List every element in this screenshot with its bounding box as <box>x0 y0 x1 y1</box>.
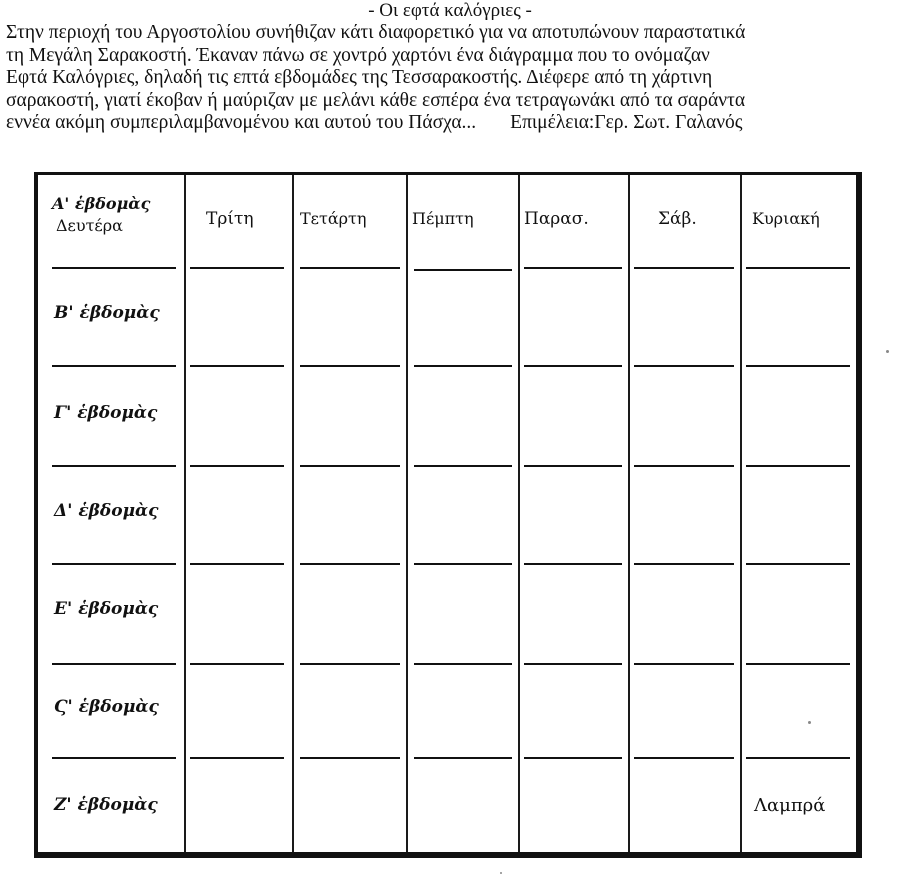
day-header-saturday: Σάβ. <box>658 209 697 229</box>
scan-speck <box>808 721 811 724</box>
row-divider <box>524 663 622 665</box>
row-divider <box>300 757 400 759</box>
column-divider <box>292 175 294 852</box>
column-divider <box>184 175 186 852</box>
row-divider <box>524 267 622 269</box>
first-week-header-cell <box>52 193 150 237</box>
row-divider <box>634 267 734 269</box>
intro-line: Εφτά Καλόγριες, δηλαδή τις επτά εβδομάδες της Τεσσαρακοστής. Διέφερε από τη χάρτινη <box>6 67 713 88</box>
scan-speck <box>500 872 502 874</box>
row-divider <box>746 365 850 367</box>
row-divider <box>190 757 284 759</box>
row-divider <box>190 563 284 565</box>
week-label-5: Ε' ἑβδομὰς <box>54 599 159 619</box>
intro-line: σαρακοστή, γιατί έκοβαν ή μαύριζαν με μελάνι κάθε εσπέρα ένα τετραγωνάκι από τα σαράντα <box>6 89 746 111</box>
week-label-3: Γ' ἑβδομὰς <box>54 403 158 423</box>
day-header-wednesday: Τετάρτη <box>300 209 367 228</box>
row-divider <box>746 663 850 665</box>
row-divider <box>746 757 850 759</box>
lent-calendar-grid <box>34 172 862 858</box>
row-divider <box>414 365 512 367</box>
scan-speck <box>886 350 889 353</box>
row-divider <box>300 663 400 665</box>
row-divider <box>190 465 284 467</box>
row-divider <box>634 563 734 565</box>
row-divider <box>524 757 622 759</box>
row-divider <box>414 663 512 665</box>
intro-line: Στην περιοχή του Αργοστολίου συνήθιζαν κάτι διαφορετικό για να αποτυπώνουν παραστατικά <box>6 22 746 43</box>
row-divider <box>524 465 622 467</box>
row-divider <box>52 663 176 665</box>
easter-label: Λαμπρά <box>754 795 826 816</box>
column-divider <box>518 175 520 852</box>
row-divider <box>52 267 176 269</box>
row-divider <box>524 365 622 367</box>
row-divider <box>300 365 400 367</box>
intro-line-text: εννέα ακόμη συμπεριλαμβανομένου και αυτού του Πάσχα... <box>6 112 477 133</box>
week-label-4: Δ' ἑβδομὰς <box>54 501 159 521</box>
day-header-friday: Παρασ. <box>524 209 589 229</box>
intro-line: τη Μεγάλη Σαρακοστή. Έκαναν πάνω σε χοντρό χαρτόνι ένα διάγραμμα που το ονόμαζαν <box>6 44 710 66</box>
row-divider <box>190 365 284 367</box>
row-divider <box>300 465 400 467</box>
day-header-sunday: Κυριακή <box>752 209 820 228</box>
row-divider <box>190 663 284 665</box>
day-header-tuesday: Τρίτη <box>206 209 254 229</box>
row-divider <box>414 465 512 467</box>
row-divider <box>52 465 176 467</box>
page-title: - Οι εφτά καλόγριες - <box>368 0 532 21</box>
row-divider <box>52 365 176 367</box>
week-label-2: Β' ἑβδομὰς <box>54 303 160 323</box>
column-divider <box>740 175 742 852</box>
row-divider <box>52 757 176 759</box>
row-divider <box>746 267 850 269</box>
row-divider <box>634 663 734 665</box>
row-divider <box>414 757 512 759</box>
row-divider <box>634 757 734 759</box>
row-divider <box>746 563 850 565</box>
row-divider <box>414 269 512 271</box>
column-divider <box>406 175 408 852</box>
first-day-label: Δευτέρα <box>56 216 123 235</box>
row-divider <box>300 267 400 269</box>
first-week-label: Α' ἑβδομὰς <box>52 194 151 213</box>
week-label-7: Ζ' ἑβδομὰς <box>54 795 158 815</box>
row-divider <box>190 267 284 269</box>
row-divider <box>414 563 512 565</box>
week-label-6: Ϛ' ἑβδομὰς <box>54 697 159 717</box>
row-divider <box>300 563 400 565</box>
row-divider <box>634 465 734 467</box>
row-divider <box>634 365 734 367</box>
row-divider <box>52 563 176 565</box>
row-divider <box>746 465 850 467</box>
intro-paragraph <box>6 22 896 135</box>
column-divider <box>628 175 630 852</box>
day-header-thursday: Πέμπτη <box>412 209 474 228</box>
credit: Επιμέλεια:Γερ. Σωτ. Γαλανός <box>510 112 743 133</box>
intro-line-last <box>6 112 896 135</box>
row-divider <box>524 563 622 565</box>
